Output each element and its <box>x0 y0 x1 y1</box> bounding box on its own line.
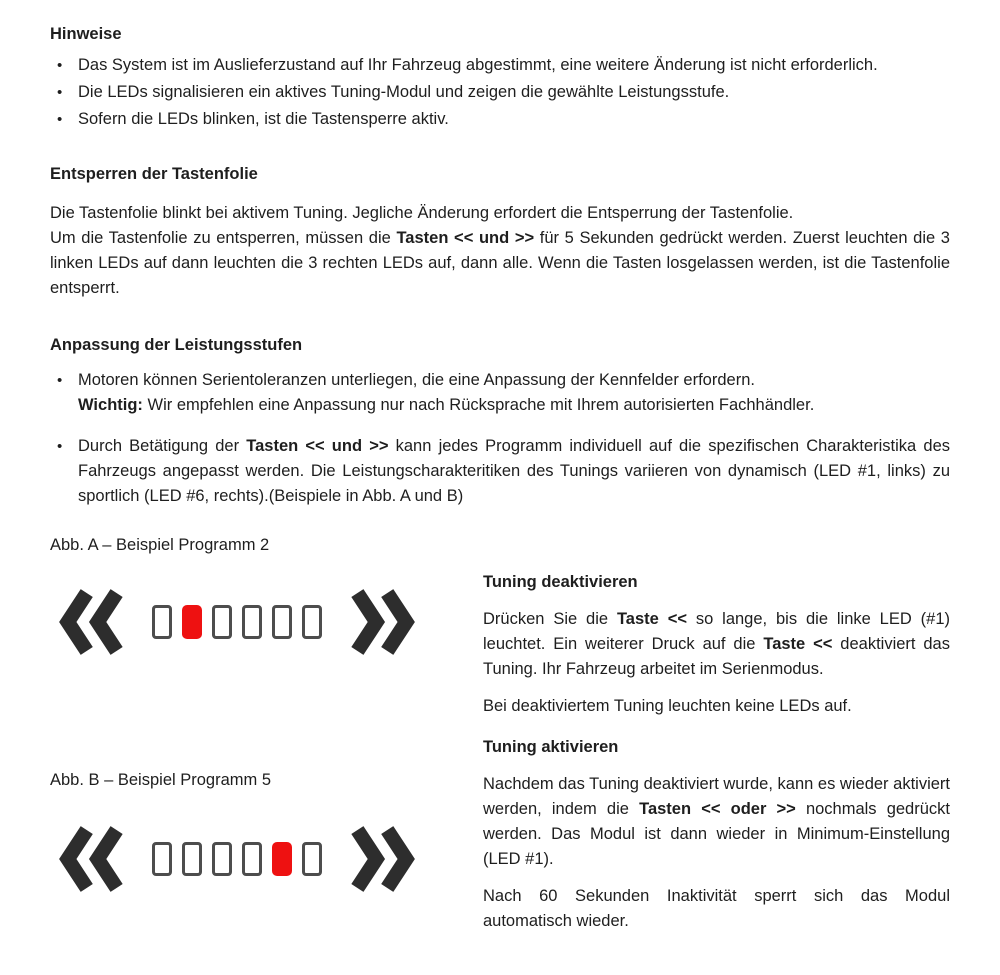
instructions-column <box>483 570 950 946</box>
figure-a-led-display <box>56 586 483 658</box>
led-indicator-on <box>182 605 202 639</box>
led-indicator-off <box>302 605 322 639</box>
led-indicator-off <box>272 605 292 639</box>
double-chevron-left-icon <box>56 586 132 658</box>
heading-tuning-deaktivieren: Tuning deaktivieren <box>483 573 638 591</box>
section-heading-hinweise: Hinweise <box>50 25 122 43</box>
paragraph-aktivieren-note: Nach 60 Sekunden Inaktivität sperrt sich das Modul automatisch wieder. <box>483 887 950 930</box>
bullet-item: • Die LEDs signalisieren ein aktives Tuning-Modul und zeigen die gewählte Leistungsstufe. <box>50 80 950 105</box>
paragraph-body: Um die Tastenfolie zu entsperren, müssen die Tasten << und >> für 5 Sekunden gedrückt werden. Zuerst leuchten die 3 linken LEDs auf dann leuchten die 3 rechten LEDs auf, dann alle. Wenn die Tasten losgelassen werden, ist die Tastenfolie entsperrt. <box>50 229 950 297</box>
figure-b-label: Abb. B – Beispiel Programm 5 <box>50 771 272 789</box>
double-chevron-right-icon <box>342 823 418 895</box>
led-indicator-off <box>302 842 322 876</box>
double-chevron-right-icon <box>342 586 418 658</box>
section-anpassung <box>50 333 950 509</box>
double-chevron-left-icon <box>56 823 132 895</box>
bullet-item: • Motoren können Serientoleranzen unterliegen, die eine Anpassung der Kennfelder erfordern. Wichtig: Wir empfehlen eine Anpassung nur nach Rücksprache mit Ihrem autorisierten Fachhändler. <box>50 368 950 418</box>
paragraph-aktivieren: Nachdem das Tuning deaktiviert wurde, kann es wieder aktiviert werden, indem die Tasten << oder >> nochmals gedrückt werden. Das Modul ist dann wieder in Minimum-Einstellung (LED #1). <box>483 775 950 868</box>
led-indicator-off <box>212 605 232 639</box>
paragraph-entsperren <box>50 201 950 301</box>
section-hinweise <box>50 22 950 132</box>
heading-tuning-aktivieren: Tuning aktivieren <box>483 738 619 756</box>
section-heading-entsperren: Entsperren der Tastenfolie <box>50 165 258 183</box>
led-strip <box>152 605 322 639</box>
figure-b-led-display <box>56 823 483 895</box>
bullet-item: • Durch Betätigung der Tasten << und >> kann jedes Programm individuell auf die spezifischen Charakteristika des Fahrzeugs angepasst werden. Die Leistungscharakteritiken des Tunings variieren von dynamisch (LED #1, links) zu sportlich (LED #6, rechts).(Beispiele in Abb. A und B) <box>50 434 950 509</box>
section-entsperren <box>50 162 950 301</box>
figures-column <box>50 533 483 946</box>
figures-and-instructions <box>50 533 950 946</box>
led-strip <box>152 842 322 876</box>
bullet-item: • Das System ist im Auslieferzustand auf Ihr Fahrzeug abgestimmt, eine weitere Änderung ist nicht erforderlich. <box>50 53 950 78</box>
section-heading-anpassung: Anpassung der Leistungsstufen <box>50 336 303 354</box>
led-indicator-off <box>152 605 172 639</box>
led-indicator-off <box>242 842 262 876</box>
hinweise-bullet-list <box>50 53 950 132</box>
paragraph-deaktivieren-note: Bei deaktiviertem Tuning leuchten keine LEDs auf. <box>483 697 852 715</box>
bullet-item: • Sofern die LEDs blinken, ist die Tastensperre aktiv. <box>50 107 950 132</box>
led-indicator-on <box>272 842 292 876</box>
anpassung-bullet-list <box>50 368 950 509</box>
paragraph-line: Die Tastenfolie blinkt bei aktivem Tuning. Jegliche Änderung erfordert die Entsperrung der Tastenfolie. <box>50 204 794 222</box>
led-indicator-off <box>182 842 202 876</box>
led-indicator-off <box>152 842 172 876</box>
paragraph-deaktivieren: Drücken Sie die Taste << so lange, bis die linke LED (#1) leuchtet. Ein weiterer Druck auf die Taste << deaktiviert das Tuning. Ihr Fahrzeug arbeitet im Serienmodus. <box>483 610 951 678</box>
figure-a-label: Abb. A – Beispiel Programm 2 <box>50 536 270 554</box>
led-indicator-off <box>212 842 232 876</box>
led-indicator-off <box>242 605 262 639</box>
